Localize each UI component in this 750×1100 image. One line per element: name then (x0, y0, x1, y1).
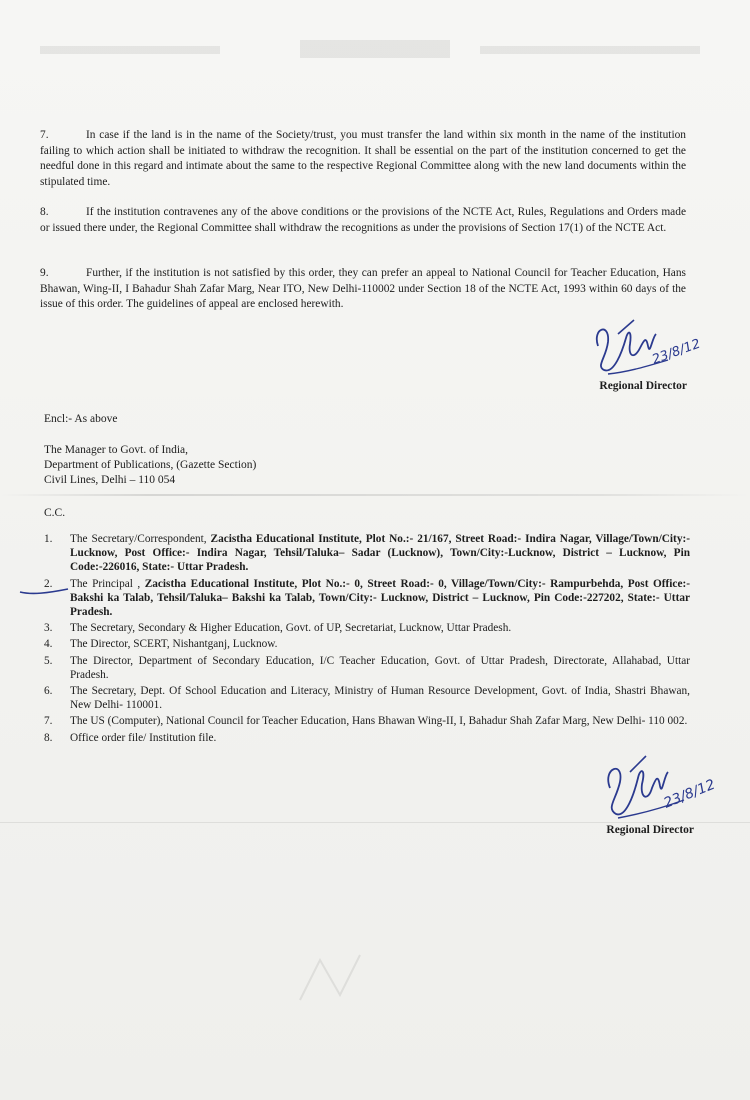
paragraph-number: 8. (40, 206, 49, 218)
cc-item-text: Office order file/ Institution file. (70, 731, 217, 744)
signature-date-scrawl: 23/8/12 (661, 776, 718, 812)
handwritten-signature-top (588, 316, 718, 380)
cc-item (44, 684, 690, 712)
paragraph-9 (40, 266, 686, 313)
paragraph-number: 7. (40, 129, 49, 141)
paragraph-7 (40, 128, 686, 190)
addressee-line-1: The Manager to Govt. of India, (44, 444, 189, 456)
cc-item-number: 6. (44, 685, 53, 698)
addressee-line-3: Civil Lines, Delhi – 110 054 (44, 474, 176, 486)
signature-block-top (567, 376, 687, 394)
cc-list (44, 532, 690, 747)
stamp-bleed-through (290, 940, 380, 1010)
paper-fold-line (0, 822, 750, 823)
cc-item (44, 621, 690, 635)
cc-item (44, 731, 690, 745)
cc-item-text: The Secretary, Secondary & Higher Education, Govt. of UP, Secretariat, Lucknow, Uttar Pradesh. (70, 622, 512, 635)
cc-item (44, 714, 690, 728)
cc-item (44, 637, 690, 651)
cc-item (44, 577, 690, 620)
designation-label: Regional Director (599, 380, 687, 392)
cc-item-text: The US (Computer), National Council for Teacher Education, Hans Bhawan Wing-II, I, Bahadur Shah Zafar Marg, New Delhi- 110 002. (70, 715, 688, 728)
designation-label: Regional Director (606, 824, 694, 836)
cc-item-address: Zacistha Educational Institute, Plot No.:- 0, Street Road:- 0, Village/Town/City:- Rampurbehda, Post Office:- Bakshi ka Talab, Tehsil/Taluka– Bakshi ka Talab, Town/City:- Lucknow, District – Lucknow, Pin Code:-227202, State:- Uttar Pradesh. (70, 577, 690, 619)
cc-heading: C.C. (44, 507, 66, 519)
cc-item-text: The Director, Department of Secondary Education, I/C Teacher Education, Govt. of Uttar Pradesh, Directorate, Allahabad, Uttar Pradesh. (70, 654, 690, 681)
cc-item-text: The Director, SCERT, Nishantganj, Lucknow. (70, 638, 278, 651)
paragraph-text: Further, if the institution is not satisfied by this order, they can prefer an appeal to National Council for Teacher Education, Hans Bhawan, Wing-II, I Bahadur Shah Zafar Marg, Near ITO, New Delhi-110002 under Section 18 of the NCTE Act, 1993 within 60 days of the issue of this order. The guidelines of appeal are enclosed herewith. (40, 267, 686, 310)
cc-item-number: 4. (44, 638, 53, 651)
cc-item-text: The Principal , (70, 577, 145, 590)
paragraph-number: 9. (40, 267, 49, 279)
letterhead-bleed-through (40, 30, 720, 80)
paragraph-text: If the institution contravenes any of the above conditions or the provisions of the NCTE Act, Rules, Regulations and Orders made or issued there under, the Regional Committee shall withdraw the recognitions as under the provisions of Section 17(1) of the NCTE Act. (40, 206, 686, 234)
cc-item (44, 532, 690, 575)
cc-item-number: 2. (44, 577, 53, 590)
cc-item (44, 654, 690, 682)
cc-item-text: The Secretary, Dept. Of School Education and Literacy, Ministry of Human Resource Development, Govt. of India, Shastri Bhawan, New Delhi- 110001. (70, 685, 690, 712)
cc-item-number: 5. (44, 654, 53, 667)
cc-item-text: The Secretary/Correspondent, (70, 533, 211, 545)
cc-item-number: 7. (44, 715, 53, 728)
addressee-line-2: Department of Publications, (Gazette Section) (44, 459, 257, 471)
paragraph-8 (40, 205, 686, 236)
paper-fold-line (0, 494, 750, 496)
enclosure-note: Encl:- As above (44, 413, 118, 425)
cc-item-number: 1. (44, 533, 53, 545)
cc-item-number: 3. (44, 622, 53, 635)
cc-item-address: Zacistha Educational Institute, Plot No.:- 21/167, Street Road:- Indira Nagar, Village/Town/City:-Lucknow, Post Office:- Indira Nagar, Tehsil/Taluka– Sadar (Lucknow), Town/City:-Lucknow, District – Lucknow, Pin Code:-226016, State:- Uttar Pradesh. (70, 533, 690, 574)
handwritten-signature-bottom (596, 752, 726, 824)
cc-item-number: 8. (44, 731, 53, 744)
signature-date-scrawl: 23/8/12 (650, 336, 703, 368)
paragraph-text: In case if the land is in the name of the Society/trust, you must transfer the land within six month in the name of the institution failing to which action shall be initiated to withdraw the recognition. It shall be essential on the part of the institution concerned to get the needful done in this regard and intimate about the same to the respective Regional Committee along with the new land documents within the stipulated time. (40, 129, 686, 188)
